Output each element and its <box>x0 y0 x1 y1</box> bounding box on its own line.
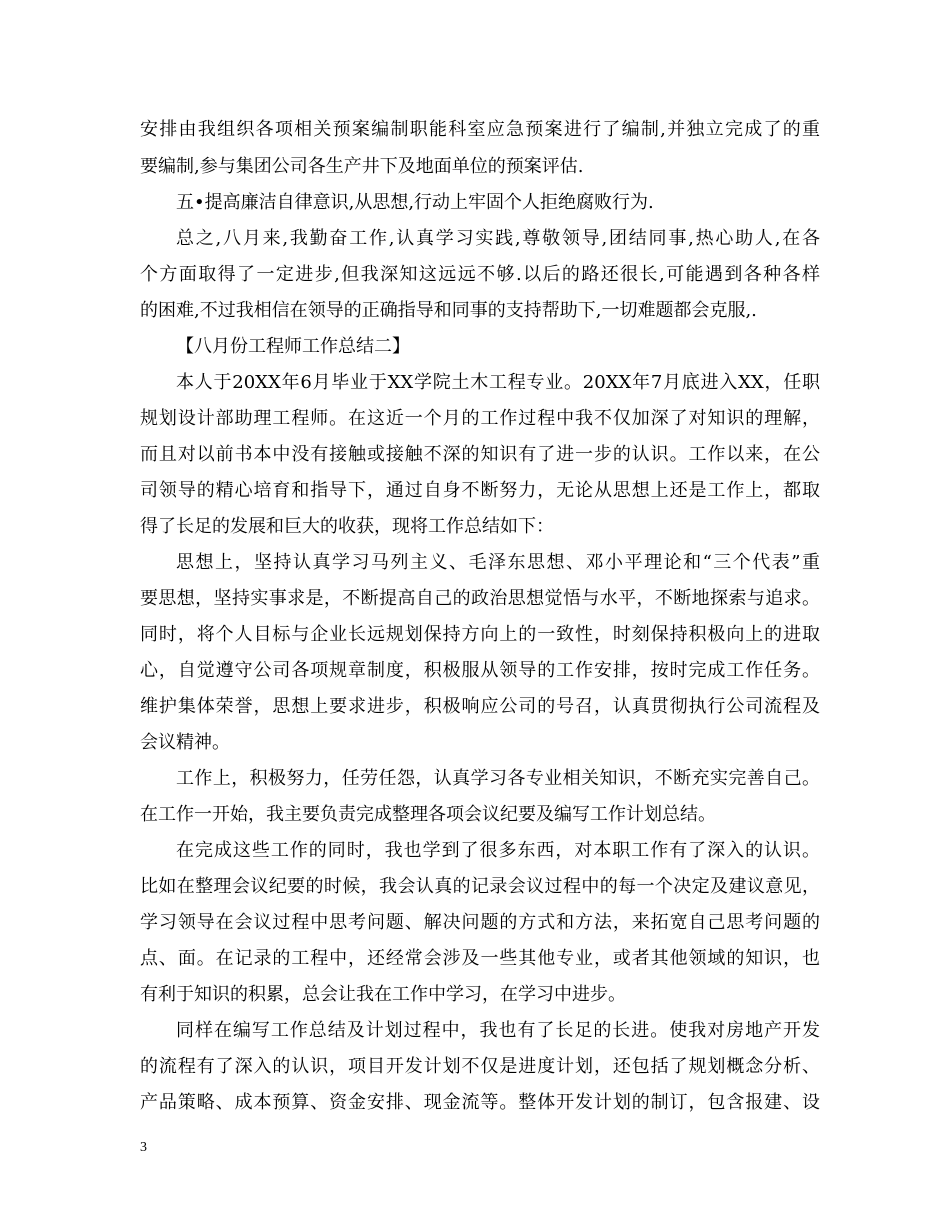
text-line: 思想上，坚持认真学习马列主义、毛泽东思想、邓小平理论和“三个代表”重 <box>176 552 820 573</box>
text-line: 在工作一开始，我主要负责完成整理各项会议纪要及编写工作计划总结。 <box>140 804 716 825</box>
text-line: 五•提高廉洁自律意识,从思想,行动上牢固个人拒绝腐败行为. <box>176 192 654 213</box>
text-line: 的困难,不过我相信在领导的正确指导和同事的支持帮助下,一切难题都会克服,. <box>140 300 757 321</box>
text-line: 工作上，积极努力，任劳任怨，认真学习各专业相关知识，不断充实完善自己。 <box>176 768 820 789</box>
page-number: 3 <box>140 1140 147 1155</box>
text-line: 司领导的精心培育和指导下，通过自身不断努力，无论从思想上还是工作上，都取 <box>140 480 820 501</box>
text-line: 总之,八月来,我勤奋工作,认真学习实践,尊敬领导,团结同事,热心助人,在各 <box>176 228 820 249</box>
text-line: 维护集体荣誉，思想上要求进步，积极响应公司的号召，认真贯彻执行公司流程及 <box>140 696 820 717</box>
text-line: 本人于20XX年6月毕业于XX学院土木工程专业。20XX年7月底进入XX，任职 <box>176 372 820 393</box>
text-line: 有利于知识的积累，总会让我在工作中学习，在学习中进步。 <box>140 984 626 1005</box>
text-line: 心，自觉遵守公司各项规章制度，积极服从领导的工作安排，按时完成工作任务。 <box>140 660 820 681</box>
text-line: 比如在整理会议纪要的时候，我会认真的记录会议过程中的每一个决定及建议意见， <box>140 876 820 897</box>
text-line: 在完成这些工作的同时，我也学到了很多东西，对本职工作有了深入的认识。 <box>176 840 820 861</box>
text-line: 同时，将个人目标与企业长远规划保持方向上的一致性，时刻保持积极向上的进取 <box>140 624 820 645</box>
text-line: 个方面取得了一定进步,但我深知这远远不够.以后的路还很长,可能遇到各种各样 <box>140 264 820 285</box>
text-line: 得了长足的发展和巨大的收获，现将工作总结如下： <box>140 516 554 537</box>
text-line: 产品策略、成本预算、资金安排、现金流等。整体开发计划的制订，包含报建、设 <box>140 1092 820 1113</box>
text-line: 点、面。在记录的工程中，还经常会涉及一些其他专业，或者其他领域的知识，也 <box>140 948 820 969</box>
text-line: 要编制,参与集团公司各生产井下及地面单位的预案评估. <box>140 156 584 177</box>
text-line: 规划设计部助理工程师。在这近一个月的工作过程中我不仅加深了对知识的理解， <box>140 408 820 429</box>
text-line: 会议精神。 <box>140 732 230 753</box>
text-line: 要思想，坚持实事求是，不断提高自己的政治思想觉悟与水平，不断地探索与追求。 <box>140 588 820 609</box>
text-line: 学习领导在会议过程中思考问题、解决问题的方式和方法，来拓宽自己思考问题的 <box>140 912 820 933</box>
text-line: 同样在编写工作总结及计划过程中，我也有了长足的长进。使我对房地产开发 <box>176 1020 820 1041</box>
section-heading: 【八月份工程师工作总结二】 <box>176 336 410 357</box>
text-line: 而且对以前书本中没有接触或接触不深的知识有了进一步的认识。工作以来，在公 <box>140 444 820 465</box>
text-line: 安排由我组织各项相关预案编制职能科室应急预案进行了编制,并独立完成了的重 <box>140 119 820 140</box>
text-line: 的流程有了深入的认识，项目开发计划不仅是进度计划，还包括了规划概念分析、 <box>140 1056 820 1077</box>
